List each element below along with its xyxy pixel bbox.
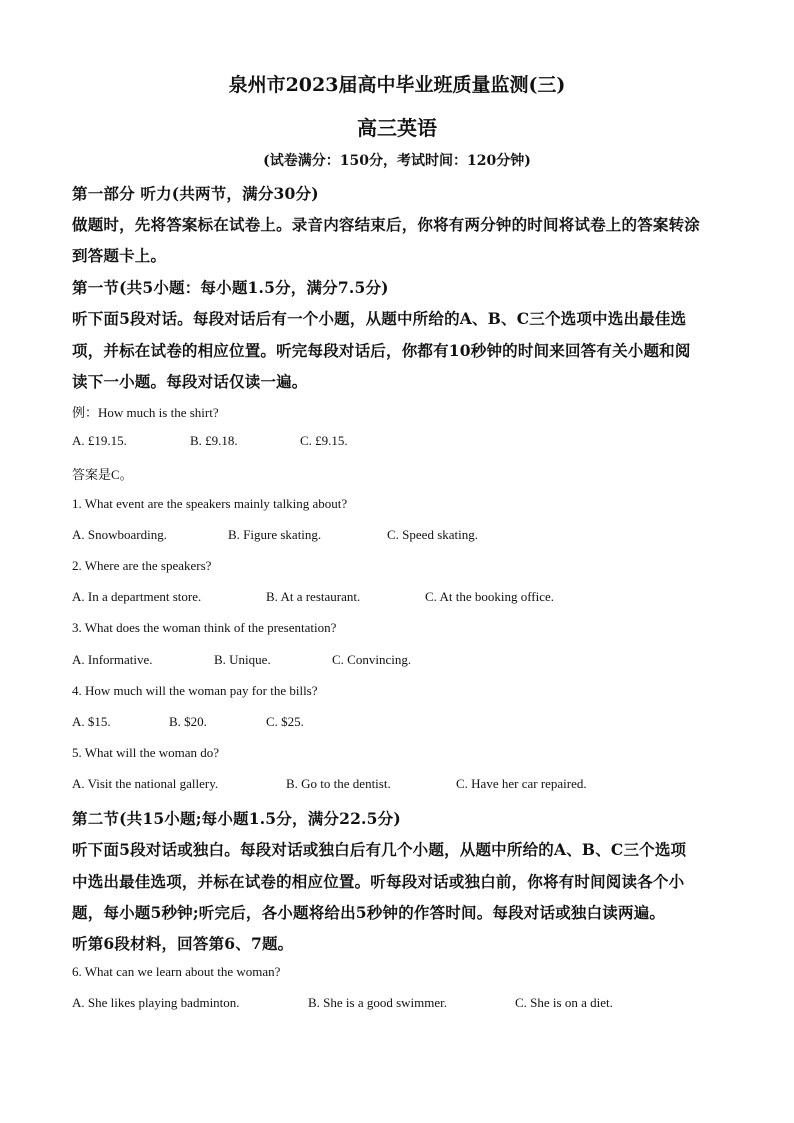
part1-heading: 第一部分 听力(共两节，满分30分): [72, 184, 319, 203]
q3-option-c: C. Convincing.: [332, 652, 412, 667]
q6-option-a: A. She likes playing badminton.: [72, 995, 240, 1010]
q1-option-a: A. Snowboarding.: [72, 527, 167, 542]
q3-option-b: B. Unique.: [214, 652, 271, 667]
q5-option-c: C. Have her car repaired.: [456, 776, 587, 791]
material-6-heading: 听第6段材料，回答第6、7题。: [72, 934, 294, 953]
q2-option-c: C. At the booking office.: [425, 589, 555, 604]
question-5: 5. What will the woman do?: [72, 745, 220, 760]
example-answer: 答案是C。: [72, 467, 133, 482]
section1-instruction-line: 项，并标在试卷的相应位置。听完每段对话后，你都有10秒钟的时间来回答有关小题和阅: [72, 341, 691, 360]
exam-title: 泉州市2023届高中毕业班质量监测(三): [228, 74, 566, 96]
question-3: 3. What does the woman think of the presentation?: [72, 620, 337, 635]
part1-instruction-line: 做题时，先将答案标在试卷上。录音内容结束后，你将有两分钟的时间将试卷上的答案转涂: [72, 215, 701, 234]
section1-instruction-line: 读下一小题。每段对话仅读一遍。: [72, 372, 308, 391]
example-option-a: A. £19.15.: [72, 433, 127, 448]
part1-instruction-line: 到答题卡上。: [72, 246, 167, 265]
question-4: 4. How much will the woman pay for the bills?: [72, 683, 318, 698]
q4-option-a: A. $15.: [72, 714, 111, 729]
example-question: 例：How much is the shirt?: [72, 405, 219, 420]
exam-note: (试卷满分：150分，考试时间：120分钟): [263, 153, 531, 169]
q5-option-a: A. Visit the national gallery.: [72, 776, 219, 791]
q6-option-b: B. She is a good swimmer.: [308, 995, 448, 1010]
q1-option-c: C. Speed skating.: [387, 527, 478, 542]
q2-option-b: B. At a restaurant.: [266, 589, 361, 604]
section1-heading: 第一节(共5小题：每小题1.5分，满分7.5分): [72, 278, 389, 297]
exam-subject: 高三英语: [357, 116, 437, 140]
q4-option-b: B. $20.: [169, 714, 207, 729]
question-6: 6. What can we learn about the woman?: [72, 964, 281, 979]
question-1: 1. What event are the speakers mainly talking about?: [72, 496, 348, 511]
section2-instruction-line: 题，每小题5秒钟;听完后，各小题将给出5秒钟的作答时间。每段对话或独白读两遍。: [72, 903, 666, 922]
example-option-c: C. £9.15.: [300, 433, 348, 448]
question-2: 2. Where are the speakers?: [72, 558, 212, 573]
q5-option-b: B. Go to the dentist.: [286, 776, 391, 791]
q2-option-a: A. In a department store.: [72, 589, 202, 604]
section2-instruction-line: 听下面5段对话或独白。每段对话或独白后有几个小题，从题中所给的A、B、C三个选项: [72, 840, 687, 859]
section2-instruction-line: 中选出最佳选项，并标在试卷的相应位置。听每段对话或独白前，你将有时间阅读各个小: [72, 872, 685, 891]
q6-option-c: C. She is on a diet.: [515, 995, 613, 1010]
section1-instruction-line: 听下面5段对话。每段对话后有一个小题，从题中所给的A、B、C三个选项中选出最佳选: [72, 309, 687, 328]
example-option-b: B. £9.18.: [190, 433, 238, 448]
q3-option-a: A. Informative.: [72, 652, 153, 667]
q1-option-b: B. Figure skating.: [228, 527, 322, 542]
section2-heading: 第二节(共15小题;每小题1.5分，满分22.5分): [72, 809, 401, 828]
q4-option-c: C. $25.: [266, 714, 304, 729]
